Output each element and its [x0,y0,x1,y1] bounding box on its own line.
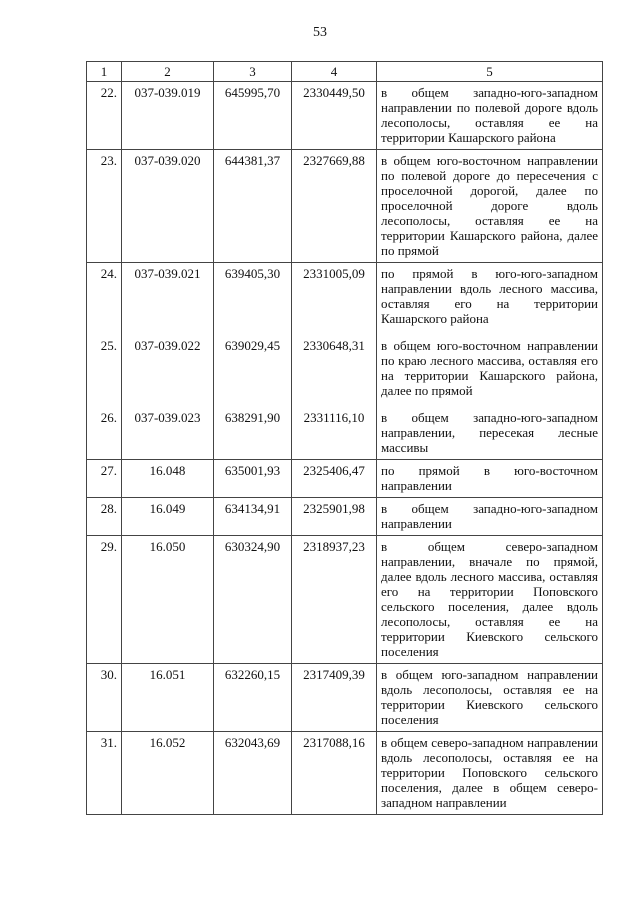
row-number: 27. [87,460,122,498]
row-number: 25. [87,330,122,402]
coord-x: 632260,15 [214,664,292,732]
table-row [87,402,603,460]
table-row [87,460,603,498]
coord-y: 2325901,98 [292,498,377,536]
coord-y: 2331116,10 [292,402,377,460]
coord-x: 645995,70 [214,82,292,150]
table-row [87,330,603,402]
table-row [87,263,603,331]
point-code: 16.051 [122,664,214,732]
point-code: 16.050 [122,536,214,664]
coord-x: 632043,69 [214,732,292,815]
boundary-description: в общем западно-юго-западном направлении по полевой дороге вдоль лесополосы, оставляя ее на территории Кашарского района [377,82,603,150]
table-row [87,536,603,664]
boundary-description: по прямой в юго-юго-западном направлении вдоль лесного массива, оставляя его на территории Кашарского района [377,263,603,331]
coord-x: 638291,90 [214,402,292,460]
boundary-description: в общем северо-западном направлении вдоль лесополосы, оставляя ее на территории Поповского сельского поселения, далее в общем северо-западном направлении [377,732,603,815]
point-code: 037-039.021 [122,263,214,331]
boundary-description: в общем юго-восточном направлении по полевой дороге до пересечения с проселочной дорогой, далее по проселочной дороге вдоль лесополосы, оставляя ее на территории Кашарского района, далее по прямой [377,150,603,263]
table-row [87,664,603,732]
header-col-2: 2 [122,62,214,82]
coord-y: 2325406,47 [292,460,377,498]
coord-x: 635001,93 [214,460,292,498]
boundary-description: в общем западно-юго-западном направлении, пересекая лесные массивы [377,402,603,460]
boundary-description: в общем западно-юго-западном направлении [377,498,603,536]
coord-x: 639405,30 [214,263,292,331]
header-col-5: 5 [377,62,603,82]
coord-x: 644381,37 [214,150,292,263]
point-code: 16.049 [122,498,214,536]
coord-y: 2317088,16 [292,732,377,815]
row-number: 29. [87,536,122,664]
page-number: 53 [313,25,327,40]
point-code: 16.052 [122,732,214,815]
coord-y: 2330648,31 [292,330,377,402]
coord-y: 2327669,88 [292,150,377,263]
row-number: 31. [87,732,122,815]
point-code: 037-039.020 [122,150,214,263]
header-col-1: 1 [87,62,122,82]
coord-y: 2317409,39 [292,664,377,732]
table-row [87,732,603,815]
header-col-3: 3 [214,62,292,82]
header-col-4: 4 [292,62,377,82]
boundary-description: в общем северо-западном направлении, вначале по прямой, далее вдоль лесного массива, оставляя его на территории Поповского сельского поселения, далее вдоль лесополосы, оставляя ее на территории Киевского сельского поселения [377,536,603,664]
row-number: 26. [87,402,122,460]
boundary-description: по прямой в юго-восточном направлении [377,460,603,498]
table-row [87,150,603,263]
point-code: 16.048 [122,460,214,498]
table-row [87,82,603,150]
boundary-description: в общем юго-западном направлении вдоль лесополосы, оставляя ее на территории Киевского сельского поселения [377,664,603,732]
coord-y: 2330449,50 [292,82,377,150]
coord-y: 2331005,09 [292,263,377,331]
row-number: 30. [87,664,122,732]
table-header-row [87,62,603,82]
row-number: 28. [87,498,122,536]
coord-x: 630324,90 [214,536,292,664]
boundary-description: в общем юго-восточном направлении по краю лесного массива, оставляя его на территории Кашарского района, далее по прямой [377,330,603,402]
coord-y: 2318937,23 [292,536,377,664]
point-code: 037-039.019 [122,82,214,150]
coord-x: 634134,91 [214,498,292,536]
point-code: 037-039.022 [122,330,214,402]
row-number: 22. [87,82,122,150]
row-number: 23. [87,150,122,263]
row-number: 24. [87,263,122,331]
boundary-points-table [86,61,603,815]
table-row [87,498,603,536]
coord-x: 639029,45 [214,330,292,402]
point-code: 037-039.023 [122,402,214,460]
